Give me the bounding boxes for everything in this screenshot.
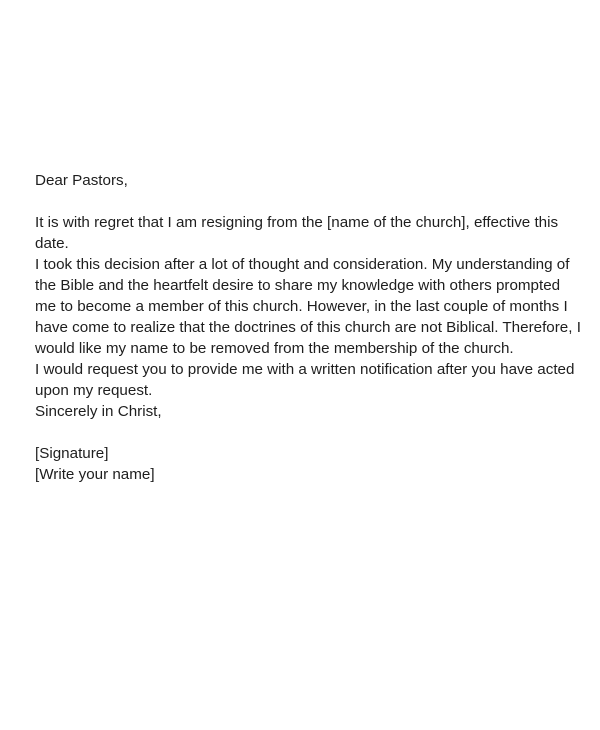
name-placeholder: [Write your name] bbox=[35, 466, 155, 483]
signature-placeholder: [Signature] bbox=[35, 445, 109, 462]
salutation: Dear Pastors, bbox=[35, 172, 128, 189]
letter-body bbox=[35, 170, 585, 485]
blank-line bbox=[35, 191, 585, 212]
blank-line bbox=[35, 422, 585, 443]
paragraph-request: I would request you to provide me with a written notification after you have acted upon my request. bbox=[35, 361, 575, 399]
paragraph-reason: I took this decision after a lot of thought and consideration. My understanding of the Bible and the heartfelt desire to share my knowledge with others prompted me to become a member of this church. However, in the last couple of months I have come to realize that the doctrines of this church are not Biblical. Therefore, I would like my name to be removed from the membership of the church. bbox=[35, 256, 581, 357]
paragraph-resignation: It is with regret that I am resigning from the [name of the church], effective this date. bbox=[35, 214, 559, 252]
closing: Sincerely in Christ, bbox=[35, 403, 162, 420]
